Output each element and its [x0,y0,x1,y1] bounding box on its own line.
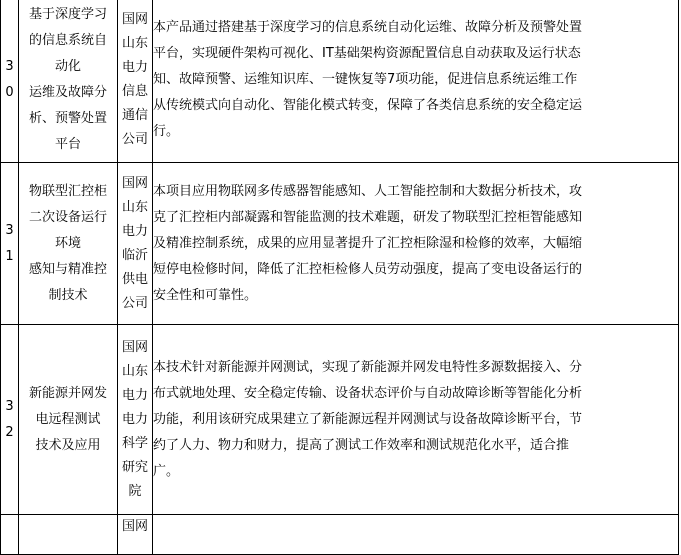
description-line: 短停电检修时间，降低了汇控柜检修人员劳动强度，提高了变电设备运行的 [153,261,583,277]
organization-line: 国网 [121,519,148,534]
row-number-digit: 3 [5,58,14,74]
description-line: 克了汇控柜内部凝露和智能监测的技术难题，研发了物联型汇控柜智能感知 [153,209,583,225]
organization-line: 电力 [121,223,148,239]
row-number-cell [1,0,19,163]
organization-line: 科学 [121,435,148,451]
project-name-line: 物联型汇控柜 [28,183,107,199]
project-name-line: 的信息系统自 [28,32,107,48]
description-line: 本技术针对新能源并网测试，实现了新能源并网发电特性多源数据接入、分 [153,359,583,375]
table-row-partial [1,515,679,555]
description-line: 布式就地处理、安全稳定传输、设备状态评价与自动故障诊断等智能化分析 [153,385,583,401]
description-cell [153,515,679,555]
description-line: 本项目应用物联网多传感器智能感知、人工智能控制和大数据分析技术，攻 [153,183,583,199]
description-cell [153,0,679,163]
organization-line: 公司 [121,131,148,147]
description-line: 及精准控制系统，成果的应用显著提升了汇控柜除湿和检修的效率，大幅缩 [153,235,583,251]
organization-cell [118,325,153,515]
row-number-digit: 2 [5,424,14,440]
table-row-32 [1,325,679,515]
row-number-cell [1,163,19,325]
project-name-line: 环境 [54,235,81,251]
project-name-line: 析、预警处置 [28,110,107,126]
project-name-line: 电远程测试 [35,411,101,427]
project-name-line: 技术及应用 [35,437,101,453]
row-number-cell [1,325,19,515]
project-name-cell [19,325,118,515]
row-number-digit: 3 [5,222,14,238]
description-cell [153,325,679,515]
project-name-line: 运维及故障分 [28,84,107,100]
project-name-line: 二次设备运行 [28,209,107,225]
description-cell [153,163,679,325]
organization-cell [118,0,153,163]
project-name-line: 感知与精准控 [28,261,107,277]
project-name-cell [19,163,118,325]
organization-line: 山东 [121,199,148,215]
project-name-cell [19,515,118,555]
organization-line: 电力 [121,387,148,403]
organization-line: 临沂 [121,247,148,263]
description-line: 从传统模式向自动化、智能化模式转变，保障了各类信息系统的安全稳定运 [153,97,583,113]
organization-line: 电力 [121,411,148,427]
description-line: 本产品通过搭建基于深度学习的信息系统自动化运维、故障分析及预警处置 [153,19,583,35]
organization-line: 国网 [121,175,148,191]
row-number-digit: 3 [5,398,14,414]
description-line: 功能，利用该研究成果建立了新能源远程并网测试与设备故障诊断平台，节 [153,411,583,427]
organization-line: 研究 [121,459,148,475]
organization-line: 供电 [121,271,148,287]
description-line: 广。 [153,463,180,479]
project-name-line: 新能源并网发 [28,385,107,401]
organization-line: 院 [128,483,142,499]
organization-line: 国网 [121,339,148,355]
organization-cell [118,163,153,325]
organization-line: 公司 [121,295,148,311]
row-number-cell [1,515,19,555]
project-name-line: 基于深度学习 [28,6,107,22]
project-name-cell [19,0,118,163]
table-row-31 [1,163,679,325]
organization-line: 山东 [121,363,148,379]
project-name-line: 平台 [54,136,81,152]
organization-line: 通信 [121,107,148,123]
row-number-digit: 0 [5,84,14,100]
organization-line: 国网 [121,11,148,27]
organization-cell [118,515,153,555]
project-name-line: 制技术 [48,287,88,303]
organization-line: 山东 [121,35,148,51]
project-name-line: 动化 [54,58,81,74]
table-row-30 [1,0,679,163]
organization-line: 电力 [121,59,148,75]
organization-line: 信息 [121,83,148,99]
description-line: 安全性和可靠性。 [153,287,258,303]
description-line: 行。 [153,123,180,139]
description-line: 平台，实现硬件架构可视化、IT基础架构资源配置信息自动获取及运行状态 [153,45,581,61]
row-number-digit: 1 [5,248,14,264]
description-line: 知、故障预警、运维知识库、一键恢复等7项功能，促进信息系统运维工作 [153,71,578,87]
description-line: 约了人力、物力和财力，提高了测试工作效率和测试规范化水平，适合推 [153,437,570,453]
